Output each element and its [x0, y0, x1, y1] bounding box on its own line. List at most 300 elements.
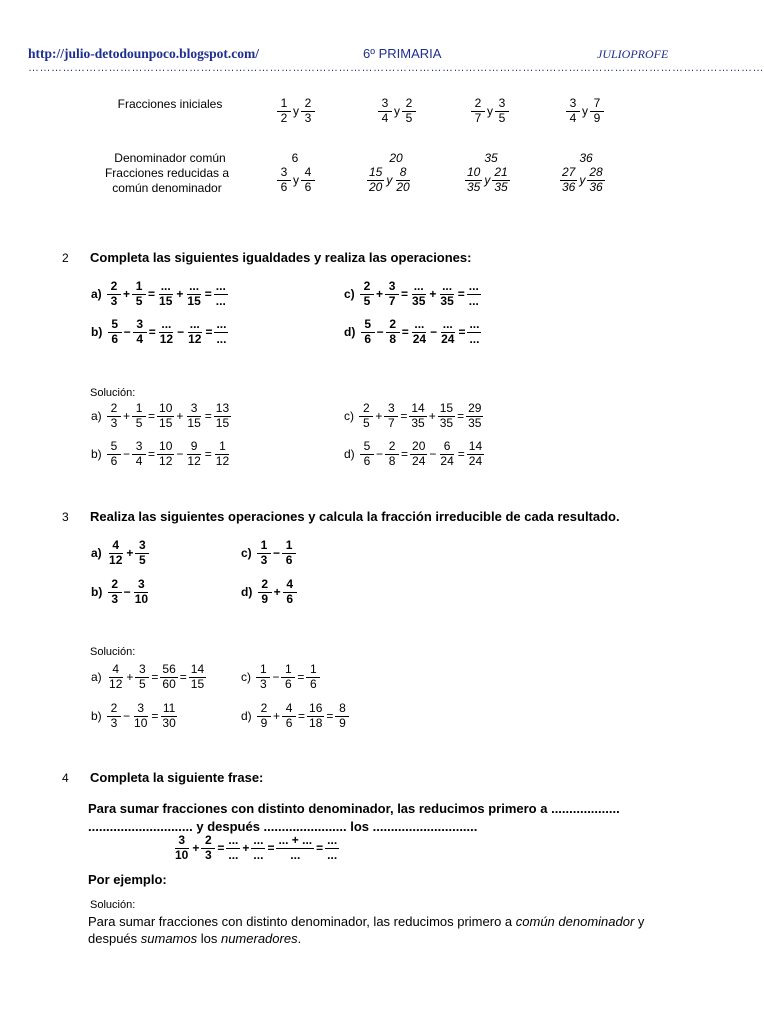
item-label: a): [91, 546, 102, 561]
numerator: 3: [385, 280, 399, 295]
item-label: b): [91, 447, 102, 462]
numerator: 4: [109, 539, 123, 554]
q3-item-b: [90, 578, 151, 607]
numerator: 4: [109, 663, 123, 678]
numerator: 2: [201, 834, 215, 849]
numerator: 1: [256, 663, 270, 678]
numerator: 2: [301, 97, 315, 112]
denominator: 3: [110, 293, 118, 308]
numerator: 1: [277, 97, 291, 112]
denominator: 3: [260, 676, 267, 691]
q4-example-equation: [172, 834, 340, 863]
numerator: 15: [369, 165, 383, 179]
question-2-number: 2: [62, 251, 69, 265]
numerator: 14: [468, 439, 483, 453]
denominator: 6: [285, 552, 293, 567]
numerator: 2: [471, 97, 485, 112]
numerator: 3: [132, 440, 146, 455]
numerator: 3: [495, 97, 509, 112]
denominator: 35: [411, 415, 425, 430]
equals-sign: =: [148, 447, 156, 462]
denominator: 15: [159, 415, 173, 430]
denominator: 5: [139, 676, 146, 691]
solution-answer: numeradores: [220, 931, 298, 946]
reduced-pair-1: [276, 166, 316, 195]
denominator: 12: [215, 453, 230, 468]
blank-numerator: ...: [469, 317, 480, 331]
denominator: 9: [260, 715, 268, 730]
numerator: 8: [335, 702, 349, 717]
minus-sign: −: [430, 325, 438, 340]
blank-numerator: ...: [215, 279, 226, 293]
equals-sign: =: [148, 325, 156, 340]
numerator: 5: [107, 440, 121, 455]
denominator: 8: [389, 331, 397, 346]
blank-numerator: ...: [468, 279, 479, 293]
denominator: 12: [187, 453, 201, 468]
denominator: 35: [412, 293, 426, 308]
item-label: c): [344, 409, 354, 424]
minus-sign: −: [123, 709, 131, 724]
equals-sign: =: [401, 447, 409, 462]
denominator: 60: [162, 676, 176, 691]
numerator: 16: [309, 701, 323, 715]
numerator: 3: [277, 166, 291, 181]
sep-y: y: [484, 173, 491, 188]
q2-item-d: [343, 318, 482, 347]
question-3-number: 3: [62, 510, 69, 524]
numerator: 5: [360, 440, 374, 455]
numerator: 2: [107, 702, 121, 717]
numerator: 10: [467, 165, 481, 179]
header-dotted-rule: …………………………………………………………………………………………………………………………………………………………………………: [28, 62, 764, 74]
numerator: 3: [135, 663, 149, 678]
q2-item-a: [90, 280, 229, 309]
denominator: 7: [474, 110, 482, 125]
denominator: 10: [175, 847, 189, 862]
blank-denominator: ...: [253, 847, 264, 862]
plus-sign: +: [375, 409, 383, 424]
denominator: 24: [440, 453, 454, 468]
denominator: 20: [396, 179, 410, 194]
sep-y: y: [293, 173, 299, 188]
numerator: 2: [258, 578, 272, 593]
item-label: b): [91, 709, 102, 724]
equals-sign: =: [179, 670, 187, 685]
numerator: 6: [440, 440, 454, 455]
equals-sign: =: [267, 841, 275, 856]
numerator: 14: [190, 662, 205, 676]
q2-solution-b: [90, 440, 232, 469]
numerator: 27: [562, 165, 576, 179]
equals-sign: =: [316, 841, 324, 856]
plus-sign: +: [376, 287, 384, 302]
plus-sign: +: [429, 287, 437, 302]
table-label-reduced-1: Fracciones reducidas a: [104, 166, 230, 180]
plus-sign: +: [176, 409, 184, 424]
denominator: 3: [260, 552, 268, 567]
denominator: 12: [109, 676, 123, 691]
header-grade: 6º PRIMARIA: [363, 46, 442, 61]
q2-solution-a: [90, 402, 232, 431]
equals-sign: =: [217, 841, 225, 856]
denominator: 5: [405, 110, 413, 125]
denominator: 9: [593, 110, 601, 125]
denominator: 35: [439, 415, 454, 430]
denominator: 20: [369, 179, 383, 194]
minus-sign: −: [272, 670, 280, 685]
plus-sign: +: [273, 709, 281, 724]
denominator: 2: [280, 110, 288, 125]
equals-sign: =: [204, 447, 212, 462]
q4-solution-line-2: [88, 930, 720, 947]
numerator: 2: [257, 702, 271, 717]
denominator: 6: [304, 179, 312, 194]
q3-solution-label: Solución:: [90, 646, 136, 658]
denominator: 6: [280, 179, 288, 194]
denominator: 3: [111, 591, 119, 606]
item-label: a): [91, 409, 102, 424]
reduced-pair-4: [559, 166, 606, 195]
header-blog-url[interactable]: http://julio-detodounpoco.blogspot.com/: [28, 46, 260, 61]
denominator: 6: [364, 331, 372, 346]
q4-solution-line-1: [88, 913, 720, 930]
denominator: 3: [304, 110, 312, 125]
minus-sign: −: [273, 546, 281, 561]
denominator: 10: [134, 591, 149, 606]
equals-sign: =: [148, 409, 156, 424]
solution-text: Para sumar fracciones con distinto denominador, las reducimos primero a: [88, 914, 516, 929]
plus-sign: +: [273, 585, 281, 600]
denominator: 35: [467, 179, 481, 194]
denominator: 6: [286, 591, 294, 606]
sep-y: y: [394, 104, 400, 119]
blank-numerator: ...: [253, 833, 264, 847]
minus-sign: −: [376, 447, 384, 462]
common-denominator-1: 6: [291, 151, 299, 165]
solution-answer: común denominador: [515, 914, 635, 929]
numerator: 5: [108, 318, 122, 333]
denominator: 35: [468, 415, 482, 430]
denominator: 3: [110, 415, 118, 430]
numerator: 13: [215, 401, 230, 415]
equals-sign: =: [204, 287, 212, 302]
minus-sign: −: [123, 325, 131, 340]
blank-denominator: ...: [468, 293, 479, 308]
denominator: 3: [110, 715, 118, 730]
blank-numerator: ...: [442, 279, 453, 293]
question-4-number: 4: [62, 771, 69, 785]
denominator: 15: [215, 415, 230, 430]
denominator: 36: [589, 179, 603, 194]
denominator: 12: [109, 552, 123, 567]
q4-example-label: Por ejemplo:: [88, 872, 167, 887]
numerator: 1: [215, 440, 229, 455]
item-label: a): [91, 287, 102, 302]
numerator: 15: [439, 401, 454, 415]
denominator: 5: [139, 552, 146, 567]
denominator: 7: [388, 415, 395, 430]
numerator: 4: [301, 166, 315, 181]
q4-solution-label: Solución:: [90, 899, 136, 911]
numerator: 21: [494, 165, 508, 179]
blank-numerator: ... + ...: [278, 833, 313, 847]
denominator: 24: [468, 453, 483, 468]
numerator: 10: [159, 401, 173, 415]
blank-numerator: ...: [189, 317, 200, 331]
equals-sign: =: [205, 325, 213, 340]
denominator: 6: [363, 453, 371, 468]
denominator: 8: [388, 453, 396, 468]
solution-text: .: [297, 931, 302, 946]
blank-numerator: ...: [414, 317, 425, 331]
initial-pair-3: [470, 97, 510, 126]
numerator: 5: [361, 318, 375, 333]
table-label-reduced-2: común denominador: [112, 181, 222, 195]
equals-sign: =: [151, 709, 159, 724]
item-label: b): [91, 585, 103, 600]
numerator: 3: [384, 402, 398, 417]
plus-sign: +: [192, 841, 200, 856]
plus-sign: +: [428, 409, 436, 424]
numerator: 20: [412, 439, 426, 453]
q4-sentence-line-1: Para sumar fracciones con distinto denominador, las reducimos primero a ...................: [88, 801, 620, 816]
denominator: 7: [388, 293, 396, 308]
numerator: 3: [135, 539, 149, 554]
plus-sign: +: [123, 287, 131, 302]
blank-numerator: ...: [160, 279, 171, 293]
numerator: 3: [133, 318, 147, 333]
q2-item-b: [90, 318, 229, 347]
numerator: 2: [359, 402, 373, 417]
denominator: 6: [110, 453, 118, 468]
numerator: 3: [378, 97, 392, 112]
equals-sign: =: [298, 709, 306, 724]
sep-y: y: [579, 173, 586, 188]
denominator: 12: [188, 331, 202, 346]
numerator: 1: [132, 402, 146, 417]
denominator: 6: [285, 715, 293, 730]
denominator: 9: [339, 715, 346, 730]
denominator: 5: [498, 110, 506, 125]
blank-numerator: ...: [161, 317, 172, 331]
q4-sentence-line-2: ............................. y después ....................... los .............................: [88, 819, 478, 834]
item-label: c): [241, 670, 251, 685]
solution-text: después: [88, 931, 141, 946]
table-label-initial: Fracciones iniciales: [117, 97, 223, 111]
denominator: 6: [111, 331, 119, 346]
denominator: 35: [440, 293, 454, 308]
equals-sign: =: [401, 287, 409, 302]
denominator: 6: [310, 676, 317, 691]
numerator: 2: [108, 578, 122, 593]
q3-solution-b: [90, 702, 179, 731]
q3-item-c: [240, 539, 297, 568]
q2-solution-c: [343, 402, 484, 431]
table-label-common: Denominador común: [114, 151, 226, 165]
equals-sign: =: [148, 287, 156, 302]
numerator: 11: [162, 701, 176, 715]
numerator: 1: [132, 280, 146, 295]
denominator: 18: [309, 715, 323, 730]
denominator: 36: [562, 179, 576, 194]
numerator: 3: [566, 97, 580, 112]
minus-sign: −: [123, 447, 131, 462]
numerator: 1: [282, 539, 296, 554]
solution-text: los: [197, 931, 221, 946]
blank-denominator: ...: [290, 847, 301, 862]
minus-sign: −: [376, 325, 384, 340]
common-denominator-4: 36: [579, 151, 593, 165]
sep-y: y: [487, 104, 493, 119]
denominator: 6: [285, 676, 292, 691]
blank-denominator: ...: [215, 293, 226, 308]
numerator: 10: [159, 439, 173, 453]
blank-numerator: ...: [228, 833, 239, 847]
blank-numerator: ...: [413, 279, 424, 293]
reduced-pair-3: [464, 166, 511, 195]
blank-denominator: ...: [228, 847, 239, 862]
denominator: 35: [494, 179, 508, 194]
sep-y: y: [582, 104, 588, 119]
numerator: 2: [386, 318, 400, 333]
numerator: 28: [589, 165, 603, 179]
denominator: 12: [159, 453, 173, 468]
equals-sign: =: [400, 409, 408, 424]
initial-pair-4: [565, 97, 605, 126]
denominator: 30: [162, 715, 176, 730]
numerator: 3: [187, 402, 201, 417]
denominator: 24: [412, 453, 426, 468]
numerator: 3: [134, 702, 148, 717]
numerator: 7: [590, 97, 604, 112]
item-label: d): [241, 709, 252, 724]
question-4-text: Completa la siguiente frase:: [90, 770, 264, 785]
equals-sign: =: [458, 325, 466, 340]
equals-sign: =: [457, 409, 465, 424]
plus-sign: +: [126, 670, 134, 685]
numerator: 56: [162, 662, 176, 676]
item-label: d): [241, 585, 253, 600]
solution-answer: sumamos: [140, 931, 198, 946]
denominator: 5: [363, 415, 370, 430]
denominator: 3: [205, 847, 212, 862]
minus-sign: −: [177, 325, 185, 340]
common-denominator-3: 35: [484, 151, 498, 165]
reduced-pair-2: [366, 166, 413, 195]
q2-solution-label: Solución:: [90, 387, 136, 399]
denominator: 24: [412, 331, 427, 346]
denominator: 5: [135, 415, 143, 430]
numerator: 4: [283, 578, 297, 593]
question-3-text: Realiza las siguientes operaciones y calcula la fracción irreducible de cada resultado.: [90, 509, 620, 524]
sep-y: y: [386, 173, 393, 188]
numerator: 2: [107, 402, 121, 417]
numerator: 2: [402, 97, 416, 112]
denominator: 10: [134, 715, 148, 730]
common-denominator-2: 20: [389, 151, 403, 165]
numerator: 2: [360, 280, 374, 295]
equals-sign: =: [204, 409, 212, 424]
denominator: 15: [190, 676, 205, 691]
q3-solution-d: [240, 702, 350, 731]
numerator: 3: [134, 578, 148, 593]
numerator: 1: [281, 663, 295, 678]
equals-sign: =: [457, 287, 465, 302]
denominator: 4: [135, 453, 143, 468]
question-2-text: Completa las siguientes igualdades y realiza las operaciones:: [90, 250, 472, 265]
q3-item-a: [90, 539, 150, 568]
numerator: 9: [187, 440, 201, 455]
header-author: JULIOPROFE: [597, 47, 669, 61]
plus-sign: +: [126, 546, 134, 561]
q2-solution-d: [343, 440, 485, 469]
minus-sign: −: [123, 585, 131, 600]
denominator: 4: [569, 110, 577, 125]
initial-pair-2: [377, 97, 417, 126]
solution-text: y: [634, 914, 645, 929]
blank-denominator: ...: [469, 331, 480, 346]
q3-item-d: [240, 578, 298, 607]
denominator: 5: [363, 293, 371, 308]
item-label: b): [91, 325, 103, 340]
item-label: d): [344, 447, 355, 462]
blank-numerator: ...: [442, 317, 453, 331]
denominator: 4: [136, 331, 144, 346]
numerator: 4: [282, 702, 296, 717]
equals-sign: =: [297, 670, 305, 685]
initial-pair-1: [276, 97, 316, 126]
denominator: 15: [187, 415, 201, 430]
minus-sign: −: [176, 447, 184, 462]
q3-solution-c: [240, 663, 321, 692]
plus-sign: +: [242, 841, 250, 856]
q3-solution-a: [90, 663, 207, 692]
equals-sign: =: [457, 447, 465, 462]
numerator: 8: [396, 166, 410, 181]
blank-numerator: ...: [327, 833, 338, 847]
minus-sign: −: [429, 447, 437, 462]
equals-sign: =: [326, 709, 334, 724]
plus-sign: +: [176, 287, 184, 302]
item-label: a): [91, 670, 102, 685]
blank-denominator: ...: [216, 331, 227, 346]
blank-numerator: ...: [189, 279, 200, 293]
plus-sign: +: [123, 409, 131, 424]
numerator: 2: [107, 280, 121, 295]
numerator: 1: [306, 663, 320, 678]
denominator: 15: [159, 293, 173, 308]
numerator: 29: [468, 401, 482, 415]
sep-y: y: [293, 104, 299, 119]
q2-item-c: [343, 280, 482, 309]
denominator: 5: [135, 293, 143, 308]
numerator: 2: [385, 440, 399, 455]
denominator: 24: [441, 331, 455, 346]
equals-sign: =: [401, 325, 409, 340]
denominator: 4: [381, 110, 389, 125]
item-label: c): [241, 546, 252, 561]
blank-denominator: ...: [327, 847, 338, 862]
numerator: 1: [257, 539, 271, 554]
item-label: d): [344, 325, 356, 340]
numerator: 3: [175, 834, 189, 849]
denominator: 9: [261, 591, 269, 606]
numerator: 14: [411, 401, 425, 415]
blank-numerator: ...: [216, 317, 227, 331]
denominator: 15: [187, 293, 201, 308]
equals-sign: =: [151, 670, 159, 685]
